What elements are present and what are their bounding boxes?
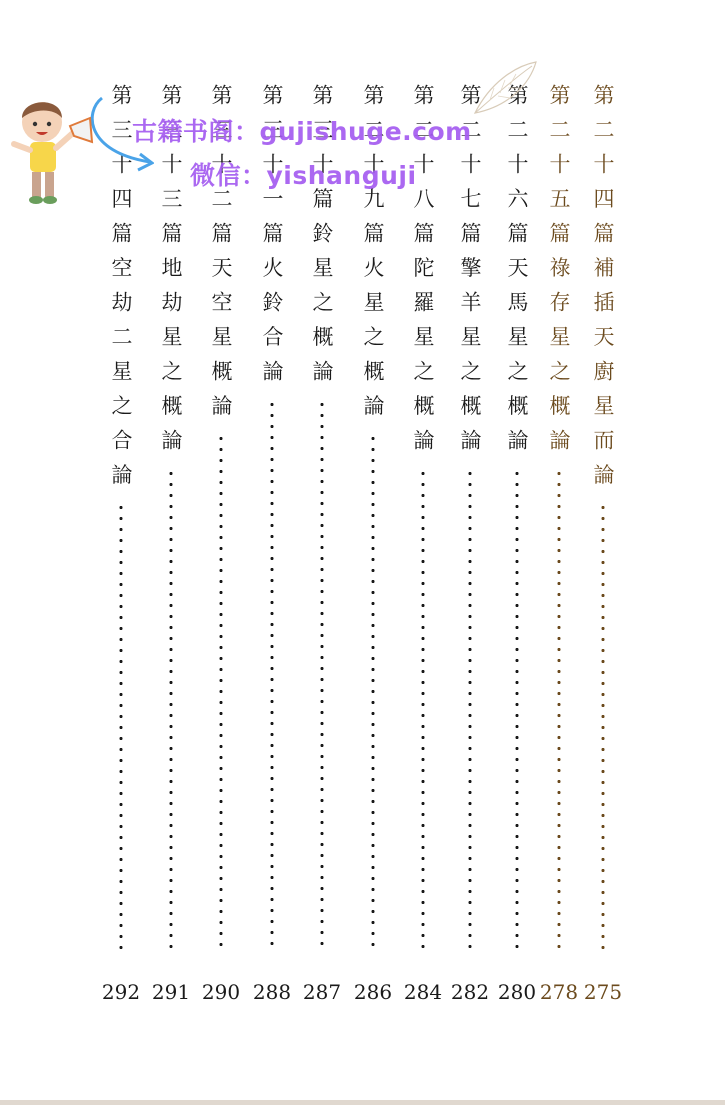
toc-dot-leader: [601, 502, 605, 952]
toc-entry-title: 第三十四篇空劫二星之合論: [109, 84, 133, 498]
toc-page-number: 288: [252, 980, 292, 1004]
toc-dot-leader: [270, 399, 274, 953]
watermark-line-wechat: 微信：yishanguji: [190, 161, 417, 190]
toc-page-number: 290: [201, 980, 241, 1004]
toc-entry-title: 第二十九篇火星之概論: [361, 84, 385, 429]
toc-entry: [583, 84, 623, 1004]
toc-dot-leader: [169, 468, 173, 953]
toc-entry: [403, 84, 443, 1004]
toc-entry: [151, 84, 191, 1004]
toc-page-number: 286: [353, 980, 393, 1004]
toc-page-number: 275: [583, 980, 623, 1004]
toc-dot-leader: [557, 468, 561, 953]
toc-page-number: 292: [101, 980, 141, 1004]
toc-dot-leader: [119, 502, 123, 952]
toc-page-number: 291: [151, 980, 191, 1004]
watermark-line-site: 古籍书阁：gujishuge.com: [132, 117, 472, 146]
toc-entry: [101, 84, 141, 1004]
toc-entry: [450, 84, 490, 1004]
toc-entry: [252, 84, 292, 1004]
toc-entry-title: 第二十四篇補插天廚星而論: [591, 84, 615, 498]
toc-entry: [539, 84, 579, 1004]
toc-dot-leader: [371, 433, 375, 952]
toc-entry: [201, 84, 241, 1004]
toc-entry-title: 第三十二篇天空星概論: [209, 84, 233, 429]
toc-entry: [497, 84, 537, 1004]
toc-page-number: 278: [539, 980, 579, 1004]
leaf-illustration: [470, 58, 540, 118]
toc-entry-title: 第二十七篇擎羊星之概論: [458, 84, 482, 464]
watermark-mascot-icon: [4, 92, 154, 212]
toc-page-number: 284: [403, 980, 443, 1004]
toc-dot-leader: [219, 433, 223, 952]
toc-dot-leader: [421, 468, 425, 953]
toc-entry-title: 第三十三篇地劫星之概論: [159, 84, 183, 464]
toc-entry-title: 第二十五篇祿存星之概論: [547, 84, 571, 464]
toc-entry-title: 第三十一篇火鈴合論: [260, 84, 284, 395]
toc-entry: [302, 84, 342, 1004]
toc-dot-leader: [515, 468, 519, 953]
toc-page-number: 282: [450, 980, 490, 1004]
toc-entry-title: 第三十篇鈴星之概論: [310, 84, 334, 395]
toc-dot-leader: [468, 468, 472, 953]
toc-entry-title: 第二十八篇陀羅星之概論: [411, 84, 435, 464]
toc-entry: [353, 84, 393, 1004]
toc-page-number: 287: [302, 980, 342, 1004]
toc-entry-title: 第二十六篇天馬星之概論: [505, 84, 529, 464]
toc-page-number: 280: [497, 980, 537, 1004]
toc-dot-leader: [320, 399, 324, 953]
page-bottom-edge: [0, 1100, 725, 1105]
